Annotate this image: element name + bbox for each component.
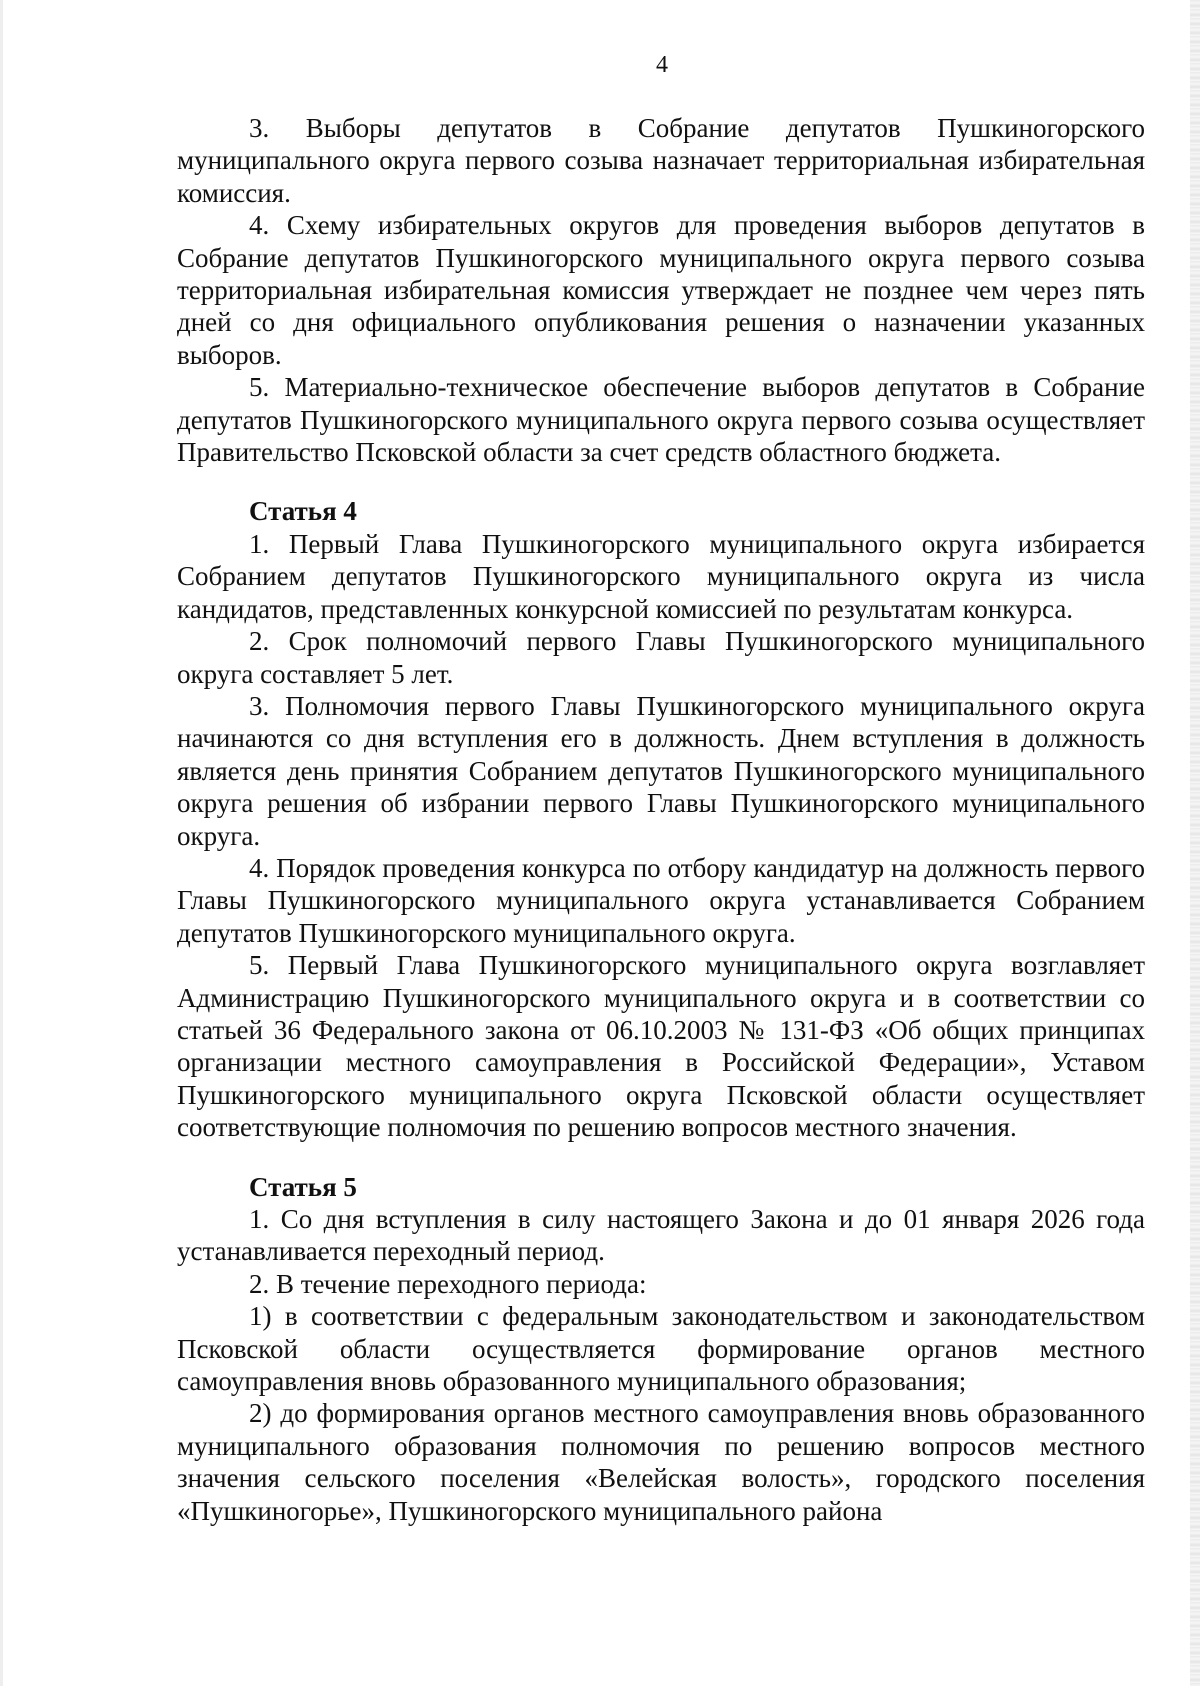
scan-edge-left	[0, 0, 3, 1686]
article-4-paragraph-2: 2. Срок полномочий первого Главы Пушкиногорского муниципального округа составляет 5 лет.	[177, 626, 1145, 689]
article-5-paragraph-1: 1. Со дня вступления в силу настоящего Закона и до 01 января 2026 года устанавливается переходный период.	[177, 1204, 1145, 1267]
article-4-paragraph-1: 1. Первый Глава Пушкиногорского муниципального округа избирается Собранием депутатов Пушкиногорского муниципального округа из числа кандидатов, представленных конкурсной комиссией по результатам конкурса.	[177, 528, 1145, 624]
page-number: 4	[656, 52, 668, 78]
article-4-paragraph-3: 3. Полномочия первого Главы Пушкиногорского муниципального округа начинаются со дня вступления его в должность. Днем вступления в должность является день принятия Собранием депутатов Пушкиногорского муниципального округа решения об избрании первого Главы Пушкиногорского муниципального округа.	[177, 690, 1145, 851]
article-5-heading: Статья 5	[249, 1171, 357, 1202]
article-4-paragraph-4: 4. Порядок проведения конкурса по отбору кандидатур на должность первого Главы Пушкиногорского муниципального округа устанавливается Собранием депутатов Пушкиногорского муниципального округа.	[177, 852, 1145, 948]
article-3-paragraph-5: 5. Материально-техническое обеспечение выборов депутатов в Собрание депутатов Пушкиногорского муниципального округа первого созыва осуществляет Правительство Псковской области за счет средств областного бюджета.	[177, 372, 1145, 468]
article-5-paragraph-2: 2. В течение переходного периода:	[249, 1268, 647, 1299]
document-body	[177, 112, 1145, 1527]
article-4-heading: Статья 4	[249, 496, 357, 527]
article-3-paragraph-3: 3. Выборы депутатов в Собрание депутатов Пушкиногорского муниципального округа первого созыва назначает территориальная избирательная комиссия.	[177, 113, 1145, 208]
article-5-subitem-1: 1) в соответствии с федеральным законодательством и законодательством Псковской области осуществляется формирование органов местного самоуправления вновь образованного муниципального образования;	[177, 1301, 1145, 1397]
article-5-subitem-2: 2) до формирования органов местного самоуправления вновь образованного муниципального образования полномочия по решению вопросов местного значения сельского поселения «Велейская волость», городского поселения «Пушкиногорье», Пушкиногорского муниципального района	[177, 1398, 1145, 1526]
article-4-paragraph-5: 5. Первый Глава Пушкиногорского муниципального округа возглавляет Администрацию Пушкиногорского муниципального округа и в соответствии со статьей 36 Федерального закона от 06.10.2003 № 131-ФЗ «Об общих принципах организации местного самоуправления в Российской Федерации», Уставом Пушкиногорского муниципального округа Псковской области осуществляет соответствующие полномочия по решению вопросов местного значения.	[177, 950, 1145, 1143]
article-3-paragraph-4: 4. Схему избирательных округов для проведения выборов депутатов в Собрание депутатов Пушкиногорского муниципального округа первого созыва территориальная избирательная комиссия утверждает не позднее чем через пять дней со дня официального опубликования решения о назначении указанных выборов.	[177, 210, 1145, 370]
scan-edge-right	[1190, 0, 1200, 1686]
